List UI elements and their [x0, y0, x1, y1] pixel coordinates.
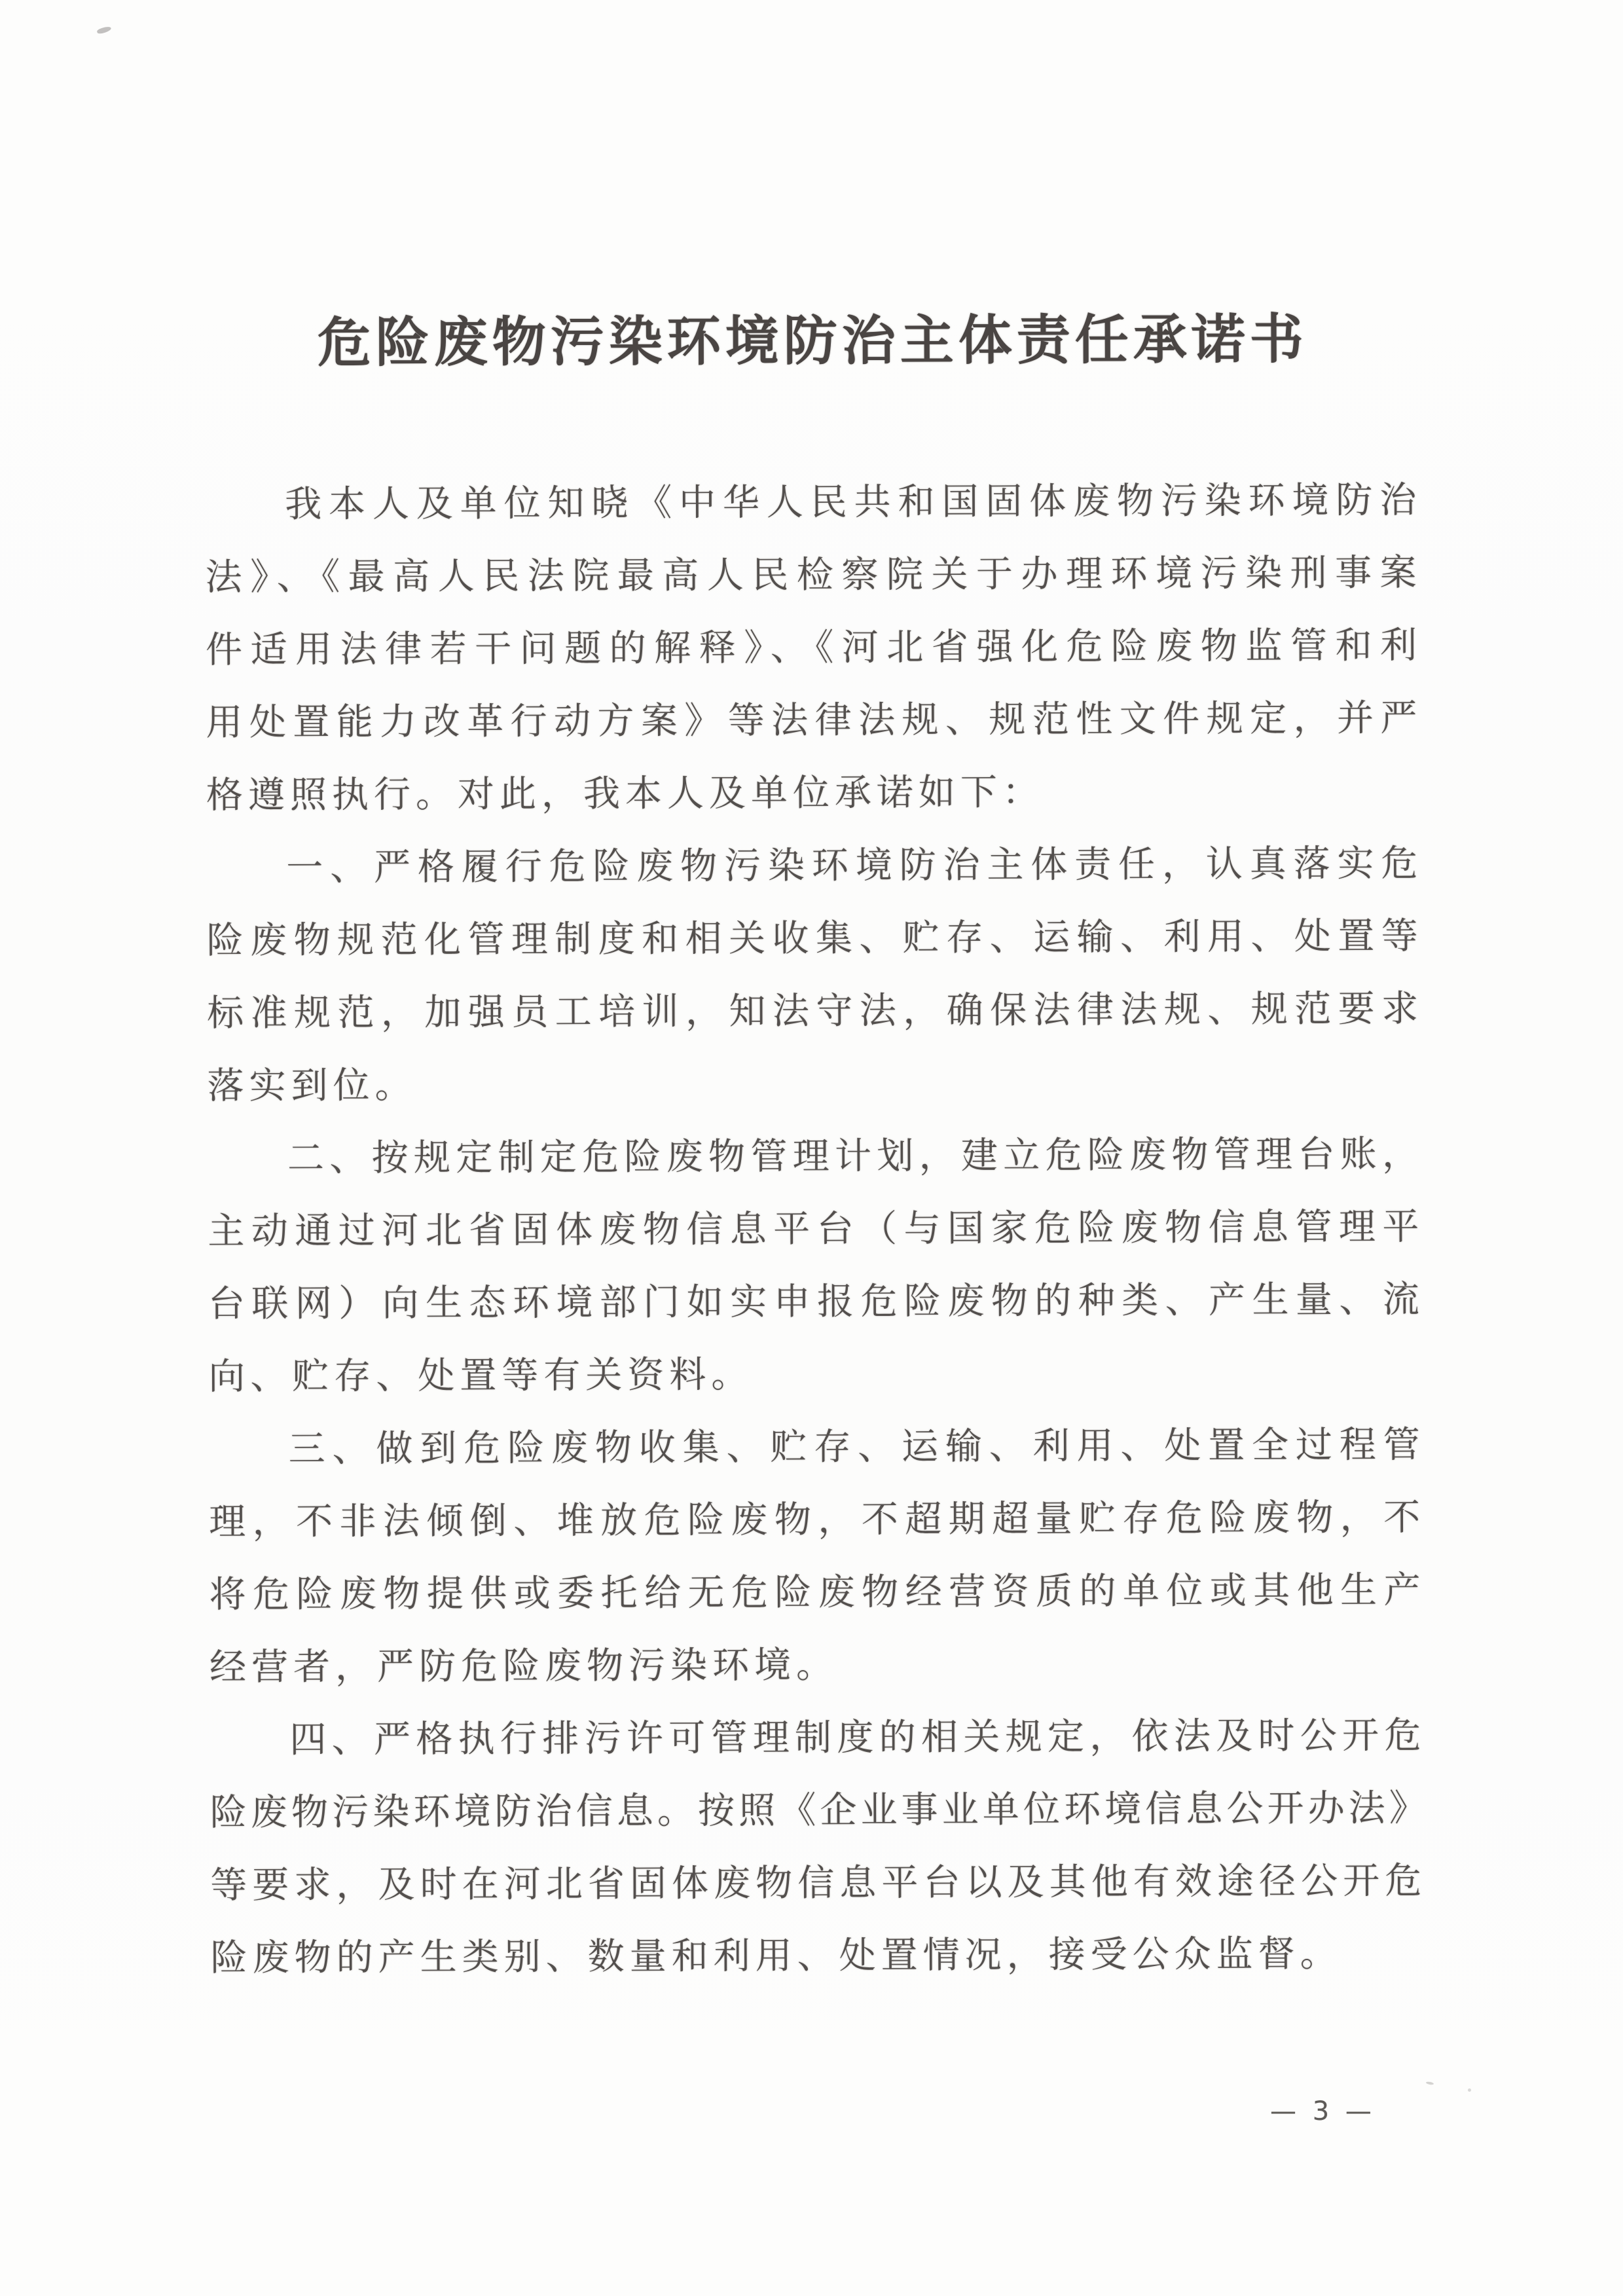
text-line: 四、严格执行排污许可管理制度的相关规定，依法及时公开危: [289, 1714, 1427, 1762]
text-line: 二、按规定制定危险废物管理计划，建立危险废物管理台账，: [287, 1133, 1425, 1180]
scan-artifact: [1468, 2088, 1471, 2092]
text-line: 主动通过河北省固体废物信息平台（与国家危险废物信息管理平: [208, 1205, 1425, 1253]
text-line: 落实到位。: [207, 1064, 417, 1108]
document-content: [204, 300, 1427, 1994]
text-line: 险废物污染环境防治信息。按照《企业事业单位环境信息公开办法》: [210, 1787, 1427, 1834]
text-line: 向、贮存、处置等有关资料。: [208, 1353, 754, 1398]
text-line: 一、严格履行危险废物污染环境防治主体责任，认真落实危: [286, 842, 1423, 890]
text-line: 等要求，及时在河北省固体废物信息平台以及其他有效途径公开危: [210, 1859, 1427, 1907]
text-line: 我本人及单位知晓《中华人民共和国固体废物污染环境防治: [285, 479, 1422, 526]
scan-artifact: [96, 26, 111, 35]
text-line: 格遵照执行。对此，我本人及单位承诺如下：: [206, 771, 1045, 817]
text-line: 法》、《最高人民法院最高人民检察院关于办理环境污染刑事案: [205, 551, 1422, 599]
text-line: 理，不非法倾倒、堆放危险废物，不超期超量贮存危险废物，不: [209, 1496, 1426, 1544]
document-title: 危险废物污染环境防治主体责任承诺书: [317, 308, 1308, 374]
paragraph-intro: [205, 464, 1423, 831]
text-line: 标准规范，加强员工培训，知法守法，确保法律法规、规范要求: [207, 987, 1424, 1035]
text-line: 用处置能力改革行动方案》等法律法规、规范性文件规定，并严: [206, 697, 1423, 744]
text-line: 件适用法律若干问题的解释》、《河北省强化危险废物监管和利: [205, 624, 1423, 672]
page-number: — 3 —: [1270, 2096, 1376, 2126]
text-line: 经营者，严防危险废物污染环境。: [209, 1643, 839, 1689]
text-line: 险废物的产生类别、数量和利用、处置情况，接受公众监督。: [210, 1932, 1342, 1980]
text-line: 三、做到危险废物收集、贮存、运输、利用、处置全过程管: [288, 1423, 1425, 1471]
text-line: 台联网）向生态环境部门如实申报危险废物的种类、产生量、流: [208, 1278, 1425, 1326]
document-body: [205, 464, 1427, 1994]
paragraph-item-3: [209, 1408, 1427, 1704]
paragraph-item-4: [210, 1699, 1427, 1994]
text-line: 险废物规范化管理制度和相关收集、贮存、运输、利用、处置等: [206, 915, 1423, 962]
scan-artifact: [1426, 2081, 1434, 2085]
paragraph-item-1: [206, 827, 1424, 1122]
text-line: 将危险废物提供或委托给无危险废物经营资质的单位或其他生产: [209, 1569, 1426, 1616]
paragraph-item-2: [208, 1118, 1425, 1413]
